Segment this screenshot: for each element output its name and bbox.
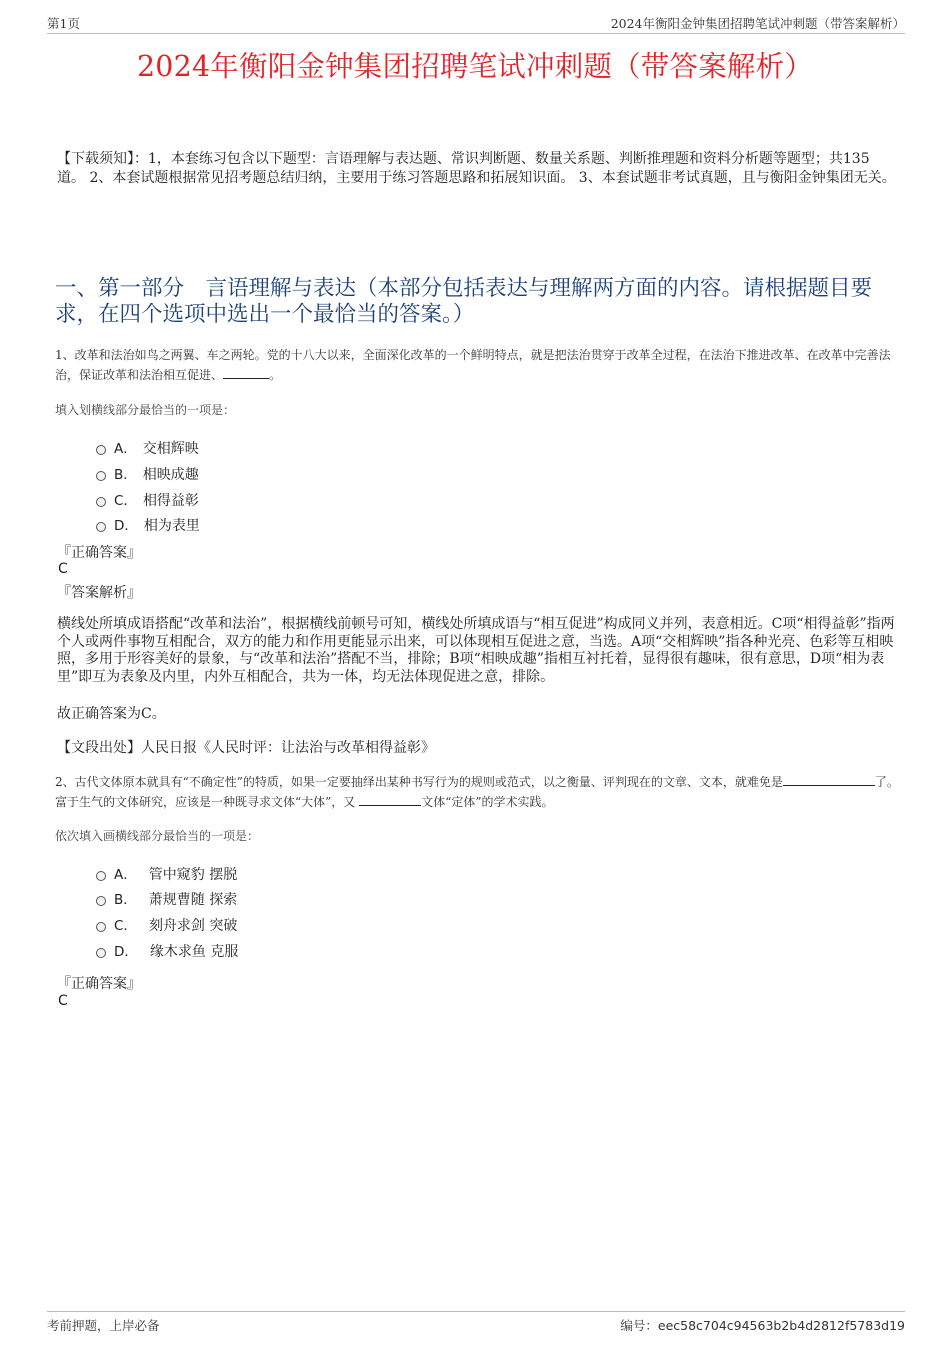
- radio-icon[interactable]: [96, 871, 106, 881]
- download-notice: 【下载须知】：1，本套练习包含以下题型：言语理解与表达题、常识判断题、数量关系题、判断推理题和资料分析题等题型；共135道。 2、本套试题根据常见招考题总结归纳，主要用于练习答题思路和拓展知识面。 3、本套试题非考试真题，且与衡阳金钟集团无关。: [57, 151, 896, 186]
- question-1-stem: 1、改革和法治如鸟之两翼、车之两轮。党的十八大以来，全面深化改革的一个鲜明特点，就是把法治贯穿于改革全过程，在法治下推进改革、在改革中完善法治，保证改革和法治相互促进、 。: [55, 348, 891, 382]
- question-1-option-b[interactable]: B． 相映成趣: [96, 463, 199, 483]
- fill-blank: [223, 366, 269, 379]
- footer-slogan: 考前押题，上岸必备: [47, 1318, 160, 1333]
- answer-label: 『正确答案』: [57, 976, 141, 992]
- passage-source: 【文段出处】人民日报《人民时评：让法治与改革相得益彰》: [57, 740, 435, 756]
- question-1-option-a[interactable]: A． 交相辉映: [96, 437, 199, 457]
- document-title: 2024年衡阳金钟集团招聘笔试冲刺题（带答案解析）: [136, 50, 814, 83]
- question-2-stem: 2、古代文体原本就具有“不确定性”的特质，如果一定要抽绎出某种书写行为的规则或范式，以之衡量、评判现在的文章、文本，就难免是 了。富于生气的文体研究，应该是一种既寻求文体“大体”，又 文体“定体”的学术实践。: [55, 775, 899, 809]
- answer-value: C: [58, 561, 68, 577]
- answer-label: 『正确答案』: [57, 545, 141, 561]
- question-1-prompt: 填入划横线部分最恰当的一项是：: [55, 403, 236, 417]
- fill-blank: [359, 793, 421, 806]
- question-2-option-a[interactable]: A． 管中窥豹 摆脱: [96, 863, 237, 883]
- question-2-prompt: 依次填入画横线部分最恰当的一项是：: [55, 829, 260, 843]
- document-id: 编号：eec58c704c94563b2b4d2812f5783d19: [620, 1318, 905, 1333]
- question-1-option-d[interactable]: D． 相为表里: [96, 514, 200, 534]
- radio-icon[interactable]: [96, 471, 106, 481]
- fill-blank: [783, 773, 875, 786]
- radio-icon[interactable]: [96, 948, 106, 958]
- page-number: 第1页: [47, 16, 80, 31]
- radio-icon[interactable]: [96, 497, 106, 507]
- section-title: 一、第一部分 言语理解与表达（本部分包括表达与理解两方面的内容。请根据题目要求，在四个选项中选出一个最恰当的答案。）: [55, 276, 873, 327]
- question-2-option-c[interactable]: C． 刻舟求剑 突破: [96, 914, 237, 934]
- radio-icon[interactable]: [96, 522, 106, 532]
- radio-icon[interactable]: [96, 896, 106, 906]
- analysis-label: 『答案解析』: [57, 585, 141, 601]
- answer-value: C: [58, 993, 68, 1009]
- page-header: [47, 14, 905, 34]
- question-2-option-d[interactable]: D． 缘木求鱼 克服: [96, 940, 238, 960]
- question-1-option-c[interactable]: C． 相得益彰: [96, 489, 199, 509]
- question-2-option-b[interactable]: B． 萧规曹随 探索: [96, 888, 237, 908]
- header-doc-title: 2024年衡阳金钟集团招聘笔试冲刺题（带答案解析）: [610, 16, 905, 31]
- page-footer: [47, 1311, 905, 1334]
- radio-icon[interactable]: [96, 445, 106, 455]
- answer-conclusion: 故正确答案为C。: [57, 706, 166, 722]
- radio-icon[interactable]: [96, 922, 106, 932]
- answer-analysis: 横线处所填成语搭配“改革和法治”，根据横线前顿号可知，横线处所填成语与“相互促进”构成同义并列，表意相近。C项“相得益彰”指两个人或两件事物互相配合，双方的能力和作用更能显示出来，可以体现相互促进之意，当选。A项“交相辉映”指各种光亮、色彩等互相映照，多用于形容美好的景象，与“改革和法治”搭配不当，排除；B项“相映成趣”指相互衬托着，显得很有趣味，很有意思，D项“相为表里”即互为表象及内里，内外互相配合，共为一体，均无法体现促进之意，排除。: [57, 616, 895, 685]
